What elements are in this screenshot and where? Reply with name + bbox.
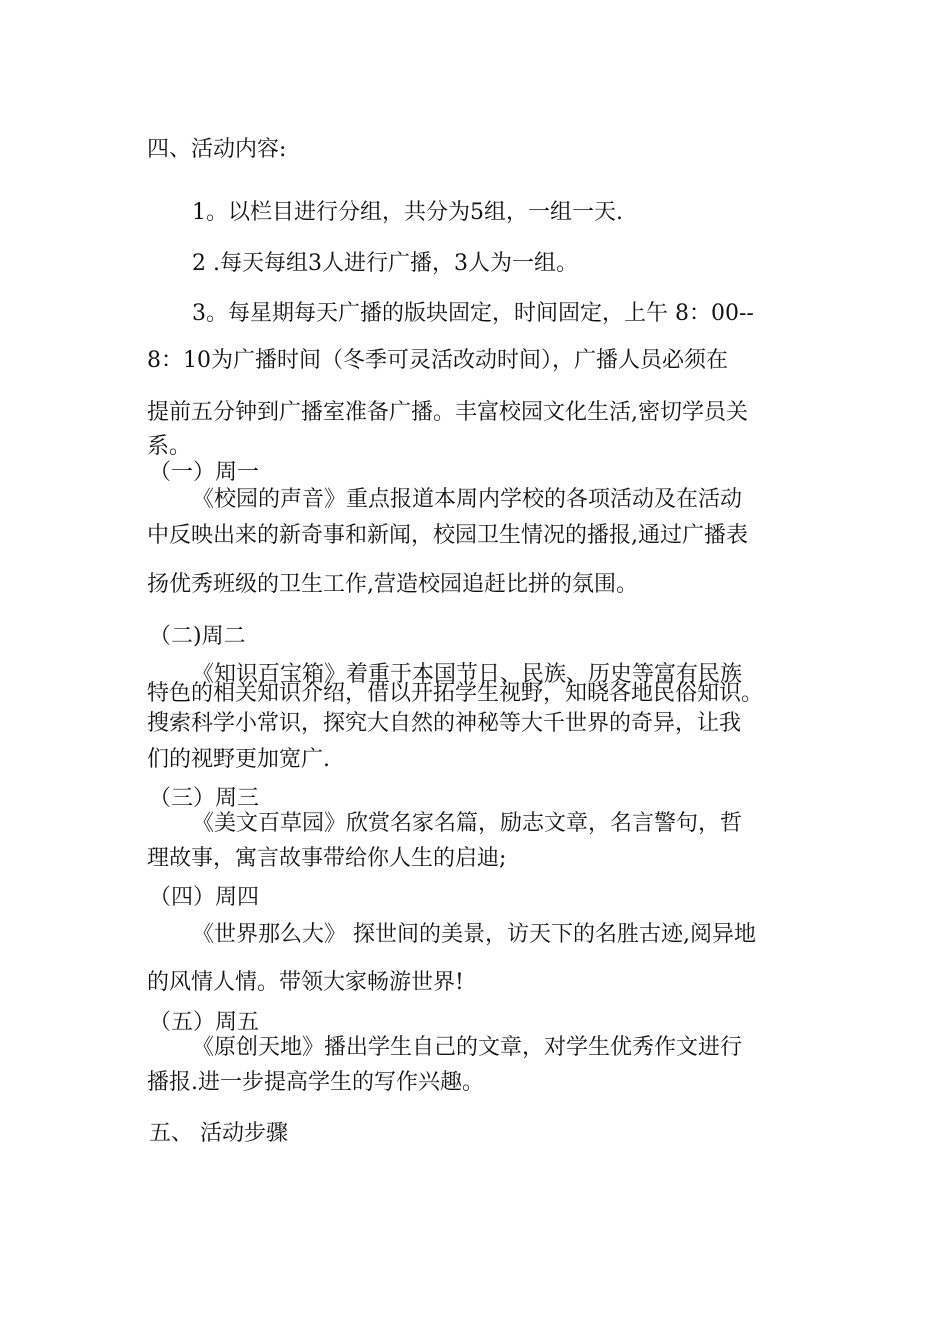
item-3-line-4: 系。 — [147, 434, 192, 459]
day-friday-label: （五）周五 — [149, 1010, 260, 1035]
day-monday-line-2: 中反映出来的新奇事和新闻，校园卫生情况的播报,通过广播表 — [147, 523, 748, 548]
day-tuesday-line-4: 们的视野更加宽广. — [147, 747, 330, 772]
day-wednesday-line-1: 《美文百草园》欣赏名家名篇，励志文章，名言警句，哲 — [192, 811, 743, 836]
item-3-line-2: 8：10为广播时间（冬季可灵活改动时间），广播人员必须在 — [147, 348, 728, 373]
item-3-line-3: 提前五分钟到广播室准备广播。丰富校园文化生活,密切学员关 — [147, 400, 748, 425]
day-wednesday-line-2: 理故事，寓言故事带给你人生的启迪; — [147, 846, 507, 871]
day-tuesday-line-3: 搜索科学小常识，探究大自然的神秘等大千世界的奇异，让我 — [147, 711, 742, 736]
item-1: 1。以栏目进行分组，共分为5组，一组一天. — [192, 200, 623, 225]
item-2: 2 .每天每组3人进行广播，3人为一组。 — [192, 251, 578, 276]
day-monday-label: （一）周一 — [149, 460, 260, 485]
day-tuesday-line-2: 特色的相关知识介绍，借以开拓学生视野，知晓各地民俗知识。 — [147, 681, 764, 706]
day-friday-line-1: 《原创天地》播出学生自己的文章，对学生优秀作文进行 — [192, 1035, 743, 1060]
day-thursday-line-1: 《世界那么大》 探世间的美景，访天下的名胜古迹,阅异地 — [192, 922, 756, 947]
day-wednesday-label: （三）周三 — [149, 786, 260, 811]
day-monday-line-3: 扬优秀班级的卫生工作,营造校园追赶比拼的氛围。 — [147, 572, 638, 597]
day-tuesday-line-1: 《知识百宝箱》着重于本国节日、民族、历史等富有民族 — [192, 662, 743, 687]
day-friday-line-2: 播报.进一步提高学生的写作兴趣。 — [147, 1070, 484, 1095]
section-5-heading: 五、 活动步骤 — [149, 1121, 288, 1146]
item-3-line-1: 3。每星期每天广播的版块固定，时间固定，上午 8：00-- — [192, 301, 754, 326]
day-thursday-label: （四）周四 — [149, 885, 260, 910]
day-monday-line-1: 《校园的声音》重点报道本周内学校的各项活动及在活动 — [192, 487, 743, 512]
day-tuesday-label: （二)周二 — [149, 624, 246, 649]
section-4-heading: 四、活动内容: — [147, 137, 287, 162]
day-thursday-line-2: 的风情人情。带领大家畅游世界! — [147, 970, 464, 995]
